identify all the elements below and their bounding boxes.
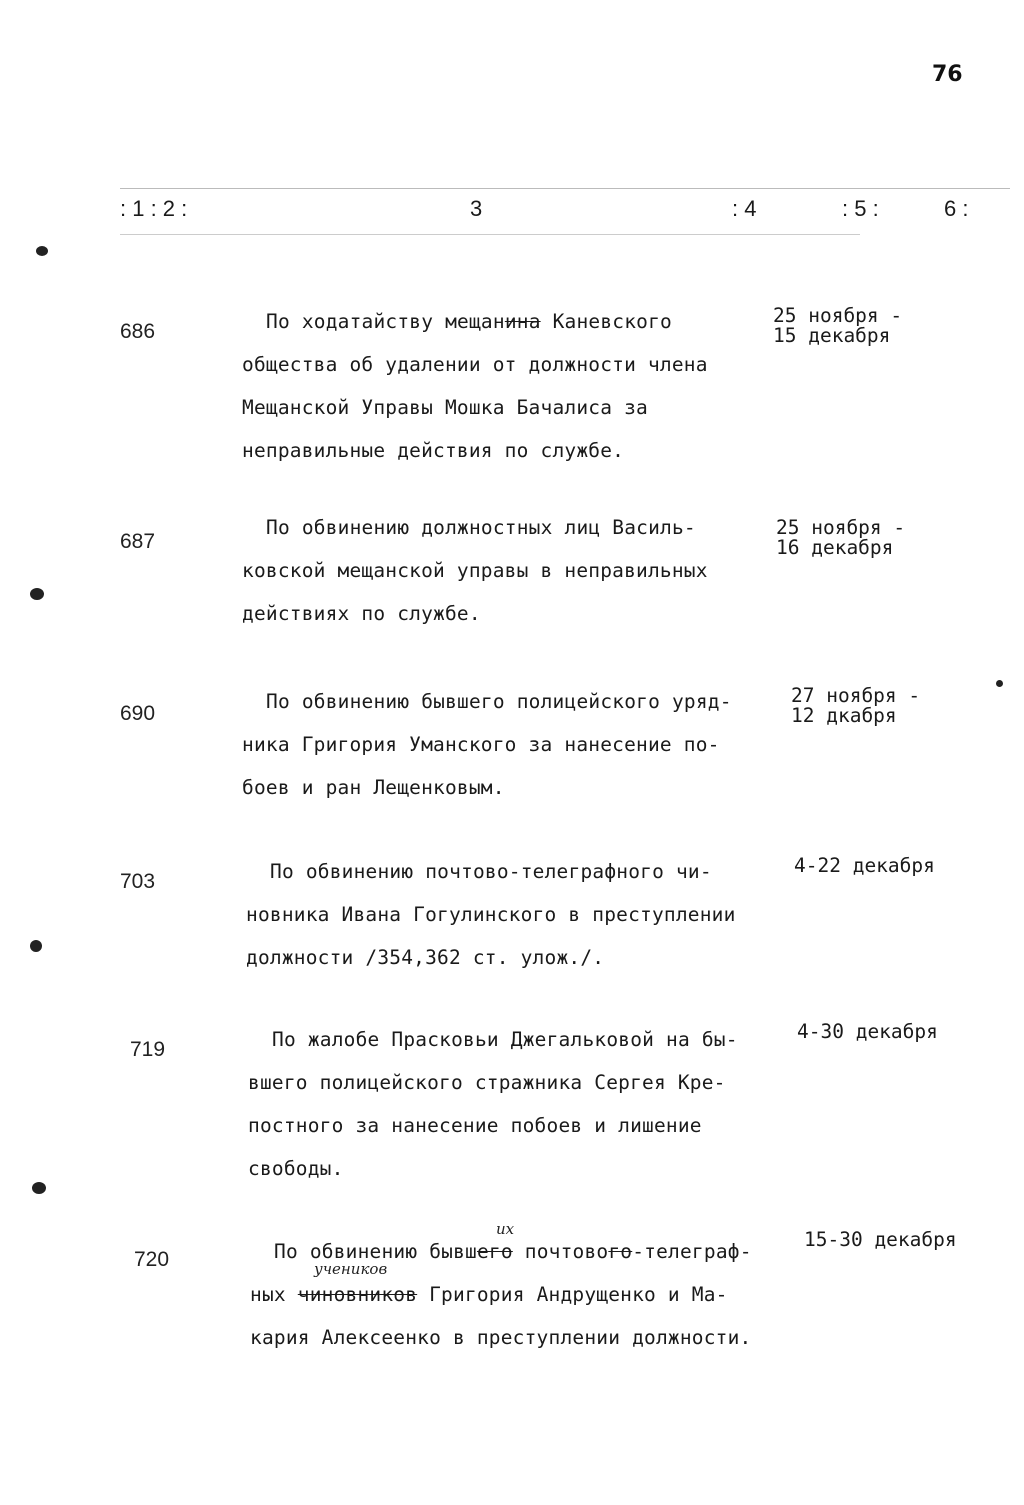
- column-header-1-2: : 1 : 2 :: [120, 196, 188, 221]
- struck-text: ина: [504, 310, 541, 333]
- entry-number: 687: [120, 530, 156, 553]
- entry-description: По ходатайству мещанина Каневского общества об удалении от должности члена Мещанской Управы Мошка Бачалиса за неправильные действия по службе.: [242, 310, 708, 462]
- entry-date: 27 ноября - 12 дкабря: [791, 684, 921, 727]
- entry-date: 4-22 декабря: [794, 854, 935, 877]
- column-header-3: 3: [470, 196, 483, 221]
- punch-hole-mark: [996, 680, 1003, 687]
- entry-description: По обвинению должностных лиц Василь- ковской мещанской управы в неправильных действиях по службе.: [242, 516, 708, 625]
- entry-number: 686: [120, 320, 156, 343]
- entry-number: 720: [134, 1248, 170, 1271]
- entry-description: По жалобе Прасковьи Джегальковой на бы- вшего полицейского стражника Сергея Кре- постного за нанесение побоев и лишение свободы.: [248, 1028, 738, 1180]
- column-header-row: [120, 196, 1000, 230]
- entry-number: 690: [120, 702, 156, 725]
- struck-text: его: [476, 1240, 513, 1263]
- entry-number: 703: [120, 870, 156, 893]
- entry-date: 4-30 декабря: [797, 1020, 938, 1043]
- entry-date: 25 ноября - 15 декабря: [773, 304, 903, 347]
- header-top-rule: [120, 188, 1010, 189]
- entry-number: 719: [130, 1038, 166, 1061]
- header-bottom-rule: [120, 234, 860, 235]
- column-header-4: : 4: [732, 196, 757, 221]
- handwritten-correction-uchenikov: учеников: [314, 1260, 388, 1278]
- punch-hole-mark: [36, 246, 48, 256]
- punch-hole-mark: [30, 940, 42, 952]
- punch-hole-mark: [32, 1182, 46, 1194]
- column-header-5: : 5 :: [842, 196, 879, 221]
- entry-description: По обвинению почтово-телеграфного чи- новника Ивана Гогулинского в преступлении должности /354,362 ст. улож./.: [246, 860, 736, 969]
- struck-text: го: [608, 1240, 633, 1263]
- entry-date: 25 ноября - 16 декабря: [776, 516, 906, 559]
- punch-hole-mark: [30, 588, 44, 600]
- struck-text: чиновников: [297, 1283, 418, 1306]
- handwritten-correction-ikh: их: [496, 1220, 515, 1238]
- page-number: 76: [932, 62, 963, 87]
- entry-date: 15-30 декабря: [804, 1228, 957, 1251]
- column-header-6: 6 :: [944, 196, 969, 221]
- entry-description: По обвинению бывшего почтового-телеграф- ных чиновников Григория Андрущенко и Ма- кария Алексеенко в преступлении должности.: [250, 1240, 752, 1349]
- entry-description: По обвинению бывшего полицейского уряд- ника Григория Уманского за нанесение по- боев и ран Лещенковым.: [242, 690, 732, 799]
